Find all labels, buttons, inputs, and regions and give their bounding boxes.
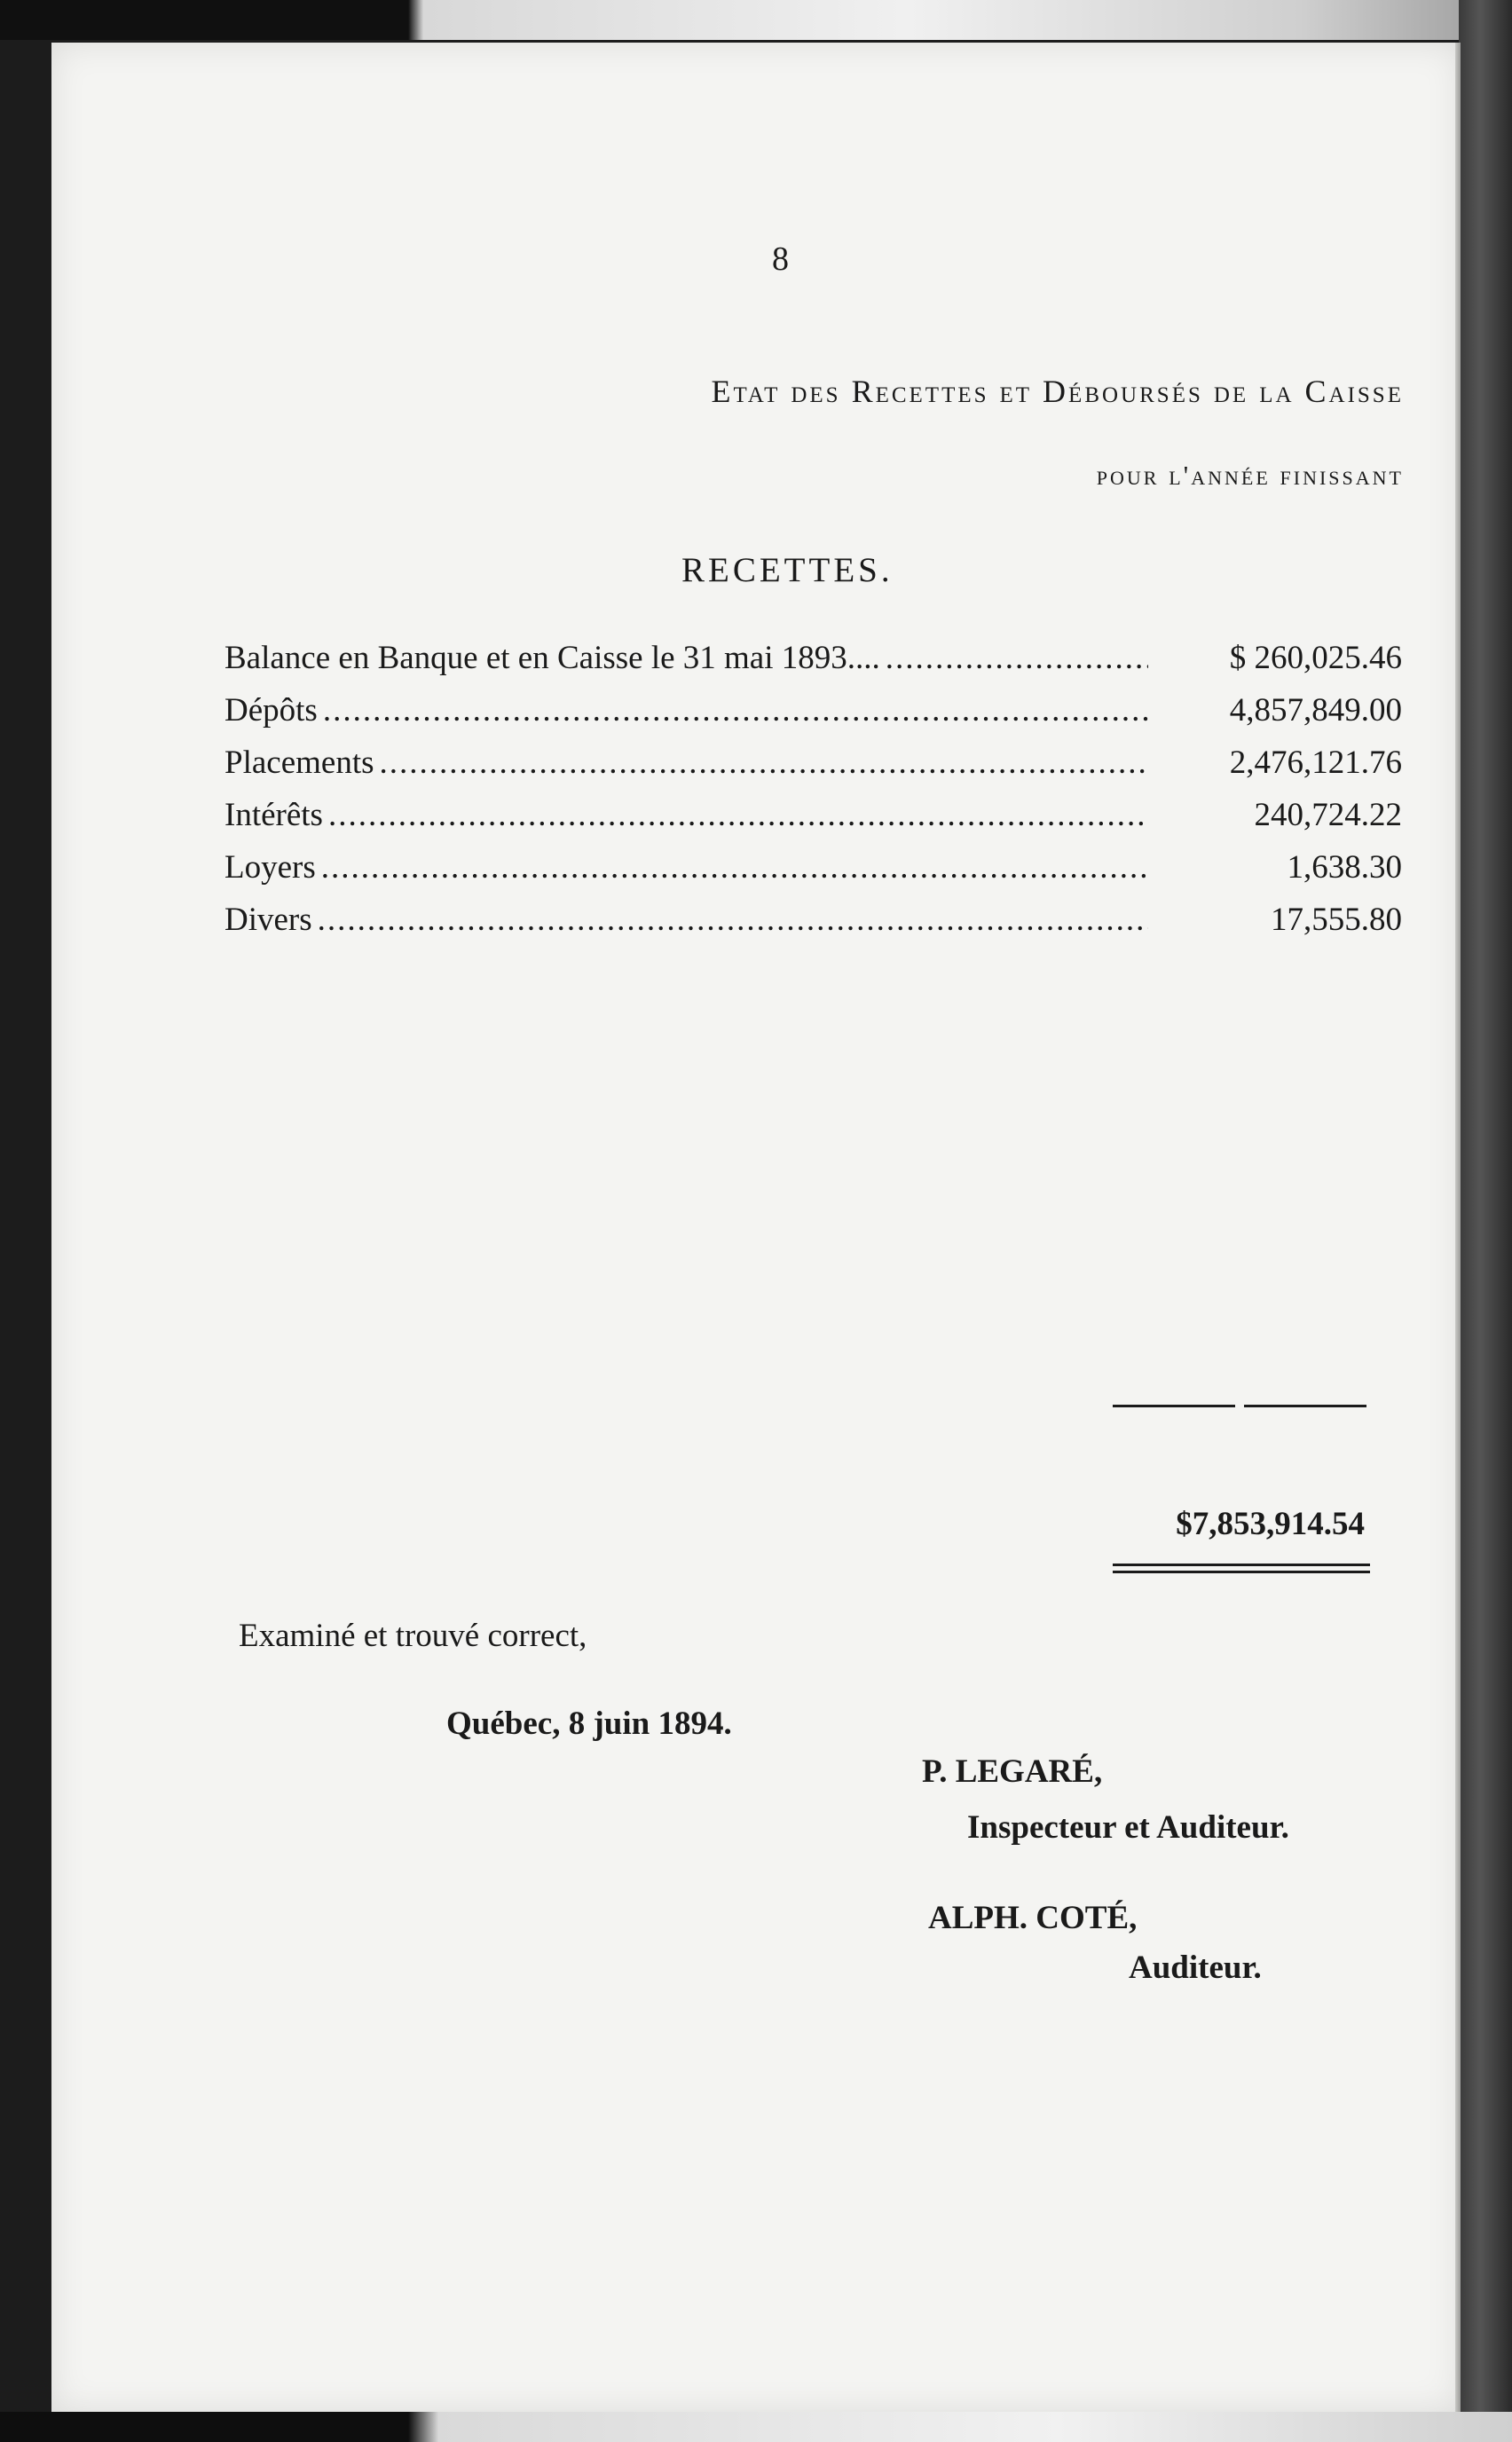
dot-leader: [328, 796, 1148, 834]
ledger-label: Dépôts: [224, 692, 318, 729]
dot-leader: [886, 639, 1148, 677]
total-amount: $7,853,914.54: [1176, 1506, 1365, 1542]
ledger-label: Loyers: [224, 849, 316, 886]
section-heading: RECETTES.: [681, 551, 894, 589]
date-line: Québec, 8 juin 1894.: [446, 1705, 732, 1742]
ledger-amount: 1,638.30: [1287, 849, 1402, 886]
total-double-rule: [1113, 1564, 1370, 1566]
ledger-row: [224, 744, 1402, 796]
scan-border-top: [0, 0, 1512, 40]
ledger-row: [224, 691, 1402, 744]
ledger-amount: $ 260,025.46: [1229, 640, 1402, 676]
signatory-name: ALPH. COTÉ,: [928, 1900, 1138, 1936]
ledger-label: Balance en Banque et en Caisse le 31 mai 1893....: [224, 640, 880, 676]
ledger-row: [224, 901, 1402, 953]
ledger-label: Placements: [224, 744, 374, 781]
signatory-title: Auditeur.: [1129, 1950, 1262, 1986]
scan-border-right: [1459, 0, 1512, 2442]
page-number: 8: [772, 240, 789, 278]
dot-leader: [318, 901, 1148, 939]
page-edge: [1455, 43, 1461, 2412]
attestation-text: Examiné et trouvé correct,: [239, 1618, 587, 1654]
ledger-row: [224, 848, 1402, 901]
ledger-label: Divers: [224, 902, 312, 938]
page-subtitle: pour l'année finissant: [1096, 460, 1404, 491]
document-page: [51, 43, 1461, 2412]
ledger-row: [224, 639, 1402, 691]
ledger-amount: 240,724.22: [1254, 797, 1402, 833]
ledger-label: Intérêts: [224, 797, 323, 833]
ledger-amount: 17,555.80: [1271, 902, 1402, 938]
dot-leader: [323, 691, 1148, 729]
dot-leader: [380, 744, 1148, 782]
receipts-ledger: [224, 639, 1402, 953]
signatory-name: P. LEGARÉ,: [922, 1753, 1103, 1790]
total-rule-top: [1244, 1405, 1366, 1407]
scan-border-bottom: [0, 2412, 1512, 2442]
ledger-row: [224, 796, 1402, 848]
signatory-title: Inspecteur et Auditeur.: [967, 1809, 1289, 1846]
dot-leader: [321, 848, 1148, 886]
ledger-amount: 4,857,849.00: [1229, 692, 1402, 729]
page-title: Etat des Recettes et Déboursés de la Caisse: [711, 374, 1404, 409]
total-double-rule: [1113, 1571, 1370, 1573]
ledger-amount: 2,476,121.76: [1229, 744, 1402, 781]
total-rule-top: [1113, 1405, 1235, 1407]
